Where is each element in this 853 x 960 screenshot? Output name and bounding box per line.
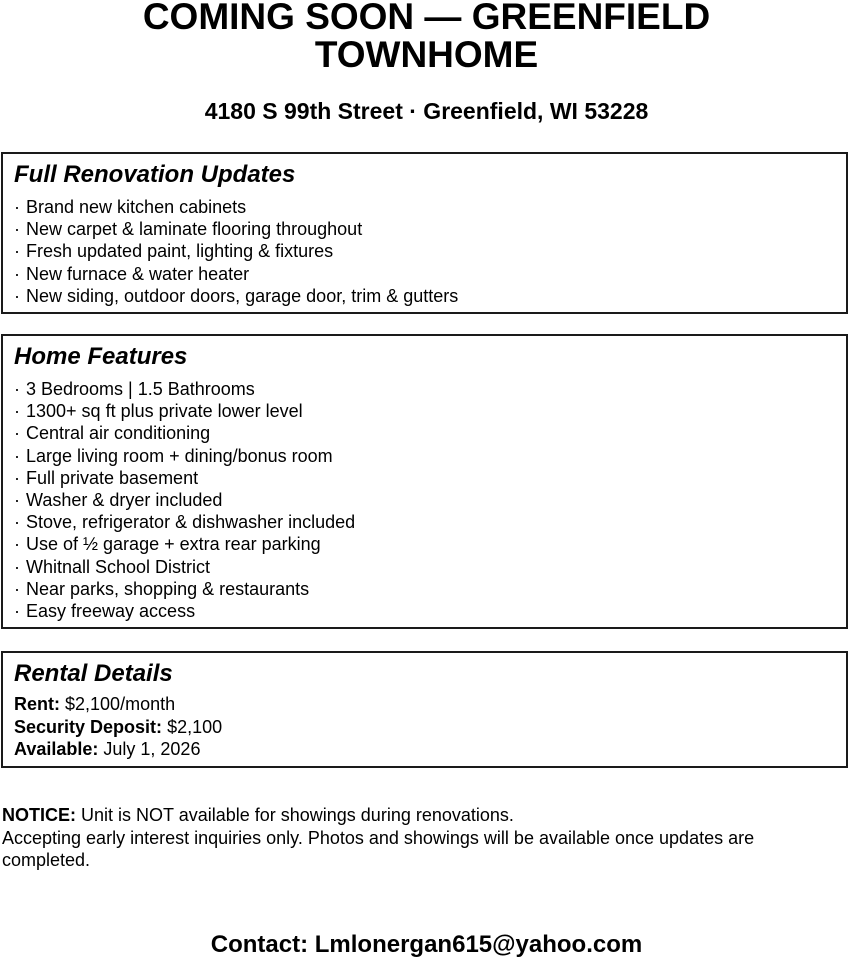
rental-heading: Rental Details xyxy=(14,660,173,687)
list-item-text: 3 Bedrooms | 1.5 Bathrooms xyxy=(26,379,255,399)
list-item xyxy=(14,556,835,578)
renovation-heading: Full Renovation Updates xyxy=(14,161,296,188)
renovation-list xyxy=(14,196,835,307)
list-item-text: Stove, refrigerator & dishwasher included xyxy=(26,512,356,533)
contact-line xyxy=(0,930,853,960)
list-item xyxy=(14,400,835,422)
features-section xyxy=(1,334,848,629)
list-item-text: Central air conditioning xyxy=(26,423,211,444)
deposit-value: $2,100 xyxy=(167,716,223,737)
list-item xyxy=(14,263,835,285)
title-line-1: COMING SOON — GREENFIELD xyxy=(142,0,711,37)
notice-label: NOTICE: xyxy=(2,805,76,825)
list-item-text: Use of ½ garage + extra rear parking xyxy=(26,534,321,555)
list-item-text: Brand new kitchen cabinets xyxy=(26,197,247,217)
features-list xyxy=(14,378,835,622)
notice-line-1: Unit is NOT available for showings during renovations. xyxy=(81,805,514,825)
list-item xyxy=(14,467,835,489)
bullet-icon: · xyxy=(14,263,20,284)
list-item-text: 1300+ sq ft plus private lower level xyxy=(26,401,303,422)
list-item-text: New carpet & laminate flooring throughout xyxy=(26,219,363,240)
list-item xyxy=(14,285,835,307)
bullet-icon: · xyxy=(14,423,20,444)
rental-section xyxy=(1,651,848,768)
list-item-text: Washer & dryer included xyxy=(26,490,223,511)
available-row xyxy=(14,738,835,761)
bullet-icon: · xyxy=(14,556,20,577)
list-item xyxy=(14,578,835,600)
property-address: 4180 S 99th Street · Greenfield, WI 53228 xyxy=(204,98,649,124)
bullet-icon: · xyxy=(14,219,20,240)
list-item-text: Easy freeway access xyxy=(26,601,196,622)
list-item xyxy=(14,445,835,467)
rent-value: $2,100/month xyxy=(65,694,176,714)
page-title xyxy=(0,0,853,74)
bullet-icon: · xyxy=(14,401,20,422)
list-item xyxy=(14,489,835,511)
list-item xyxy=(14,240,835,262)
list-item xyxy=(14,422,835,444)
bullet-icon: · xyxy=(14,445,20,466)
deposit-row xyxy=(14,716,835,739)
contact-email: Lmlonergan615@yahoo.com xyxy=(314,931,643,958)
list-item-text: Full private basement xyxy=(26,467,199,488)
notice-line-2: Accepting early interest inquiries only. Photos and showings will be available once updates are completed. xyxy=(2,827,755,870)
available-label: Available: xyxy=(14,739,99,759)
notice-block xyxy=(2,804,842,872)
list-item xyxy=(14,378,835,400)
bullet-icon: · xyxy=(14,578,20,599)
bullet-icon: · xyxy=(14,512,20,533)
list-item xyxy=(14,600,835,622)
list-item-text: Near parks, shopping & restaurants xyxy=(26,578,310,599)
rent-row xyxy=(14,693,835,716)
features-heading: Home Features xyxy=(14,343,188,370)
bullet-icon: · xyxy=(14,467,20,488)
available-value: July 1, 2026 xyxy=(103,739,201,759)
title-line-2: TOWNHOME xyxy=(314,34,539,75)
list-item-text: New furnace & water heater xyxy=(26,263,250,284)
rent-label: Rent: xyxy=(14,694,60,714)
bullet-icon: · xyxy=(14,241,20,262)
list-item xyxy=(14,533,835,555)
deposit-label: Security Deposit: xyxy=(14,716,163,737)
list-item xyxy=(14,218,835,240)
bullet-icon: · xyxy=(14,601,20,622)
renovation-section xyxy=(1,152,848,314)
bullet-icon: · xyxy=(14,379,20,399)
list-item-text: Whitnall School District xyxy=(26,556,211,577)
bullet-icon: · xyxy=(14,285,20,306)
list-item xyxy=(14,196,835,218)
list-item xyxy=(14,511,835,533)
bullet-icon: · xyxy=(14,534,20,555)
list-item-text: Fresh updated paint, lighting & fixtures xyxy=(26,241,334,262)
list-item-text: Large living room + dining/bonus room xyxy=(26,445,333,466)
bullet-icon: · xyxy=(14,197,20,217)
list-item-text: New siding, outdoor doors, garage door, trim & gutters xyxy=(26,285,459,306)
contact-label: Contact: xyxy=(210,931,309,958)
bullet-icon: · xyxy=(14,490,20,511)
